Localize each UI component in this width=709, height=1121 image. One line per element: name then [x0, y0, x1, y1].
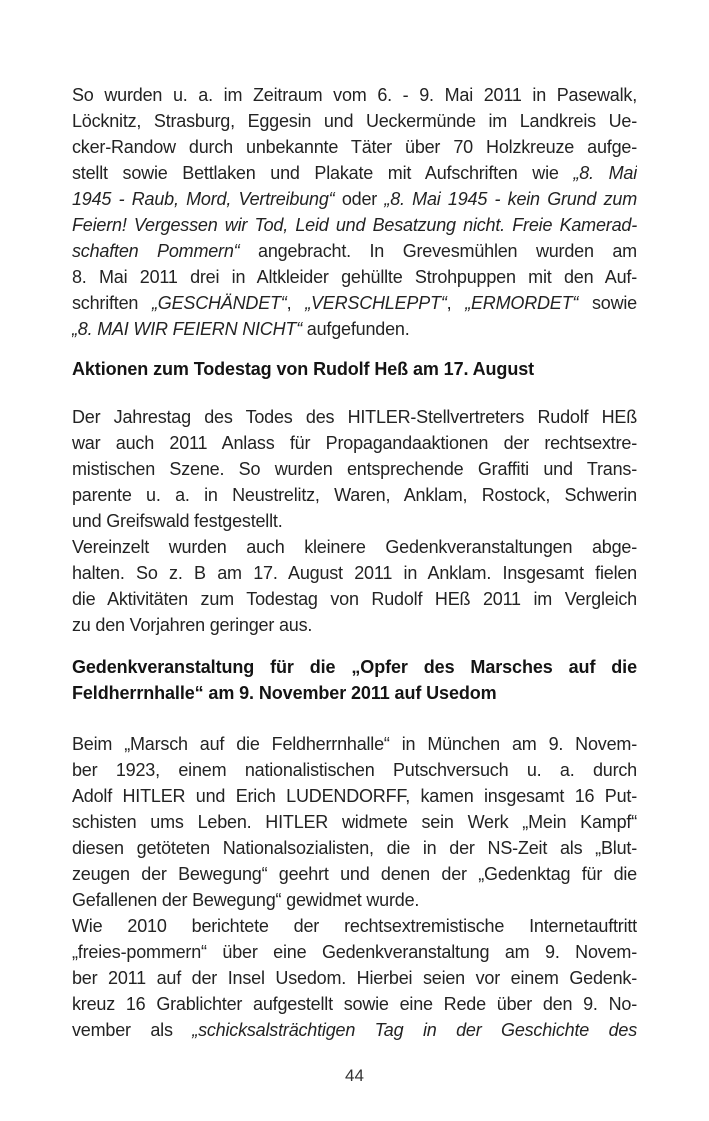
- text-line: [72, 757, 637, 783]
- text-segment: stellt sowie Bettlaken und Plakate mit Aufschriften wie: [72, 163, 574, 183]
- text-line: [72, 887, 637, 913]
- text-segment: parente u. a. in Neustrelitz, Waren, Anklam, Rostock, Schwerin: [72, 485, 637, 505]
- italic-text-segment: „8. MAI WIR FEIERN NICHT“: [72, 319, 302, 339]
- text-line: [72, 264, 637, 290]
- heading-hess-todestag: [72, 356, 637, 382]
- text-segment: Adolf HITLER und Erich LUDENDORFF, kamen insgesamt 16 Put-: [72, 786, 637, 806]
- text-segment: Vereinzelt wurden auch kleinere Gedenkveranstaltungen abge-: [72, 537, 637, 557]
- text-line: [72, 212, 637, 238]
- text-line: [72, 508, 637, 534]
- text-line: [72, 965, 637, 991]
- text-segment: und Greifswald festgestellt.: [72, 511, 283, 531]
- text-line: [72, 456, 637, 482]
- text-segment: zu den Vorjahren geringer aus.: [72, 615, 313, 635]
- italic-text-segment: „VERSCHLEPPT“: [305, 293, 447, 313]
- text-line: [72, 835, 637, 861]
- italic-text-segment: „GESCHÄNDET“: [152, 293, 287, 313]
- text-segment: war auch 2011 Anlass für Propagandaaktionen der rechtsextre-: [72, 433, 637, 453]
- text-line: [72, 356, 637, 382]
- italic-text-segment: schaften Pommern“: [72, 241, 240, 261]
- text-line: [72, 108, 637, 134]
- text-line: [72, 731, 637, 757]
- text-line: [72, 134, 637, 160]
- text-segment: diesen getöteten Nationalsozialisten, die in der NS-Zeit als „Blut-: [72, 838, 637, 858]
- text-segment: ,: [286, 293, 306, 313]
- text-segment: Gedenkveranstaltung für die „Opfer des Marsches auf die: [72, 657, 637, 677]
- italic-text-segment: „ERMORDET“: [465, 293, 579, 313]
- text-line: [72, 186, 637, 212]
- text-segment: zeugen der Bewegung“ geehrt und denen der „Gedenktag für die: [72, 864, 637, 884]
- text-segment: ,: [446, 293, 466, 313]
- text-segment: oder: [334, 189, 385, 209]
- text-line: [72, 991, 637, 1017]
- text-segment: cker-Randow durch unbekannte Täter über 70 Holzkreuze aufge-: [72, 137, 637, 157]
- text-line: [72, 861, 637, 887]
- text-segment: 8. Mai 2011 drei in Altkleider gehüllte Strohpuppen mit den Auf-: [72, 267, 637, 287]
- italic-text-segment: „schicksalsträchtigen Tag in der Geschichte des: [192, 1020, 637, 1040]
- text-segment: Gefallenen der Bewegung“ gewidmet wurde.: [72, 890, 420, 910]
- italic-text-segment: Feiern! Vergessen wir Tod, Leid und Besatzung nicht. Freie Kamerad-: [72, 215, 637, 235]
- text-segment: Der Jahrestag des Todes des HITLER-Stellvertreters Rudolf HEß: [72, 407, 637, 427]
- text-segment: schisten ums Leben. HITLER widmete sein Werk „Mein Kampf“: [72, 812, 637, 832]
- text-segment: Löcknitz, Strasburg, Eggesin und Ueckermünde im Landkreis Ue-: [72, 111, 637, 131]
- italic-text-segment: 1945 - Raub, Mord, Vertreibung“: [72, 189, 335, 209]
- text-line: [72, 586, 637, 612]
- text-segment: kreuz 16 Grablichter aufgestellt sowie eine Rede über den 9. No-: [72, 994, 637, 1014]
- text-line: [72, 913, 637, 939]
- text-segment: ber 1923, einem nationalistischen Putschversuch u. a. durch: [72, 760, 637, 780]
- text-line: [72, 290, 637, 316]
- text-line: [72, 534, 637, 560]
- text-line: [72, 939, 637, 965]
- text-segment: Feldherrnhalle“ am 9. November 2011 auf Usedom: [72, 683, 497, 703]
- text-line: [72, 482, 637, 508]
- text-segment: halten. So z. B am 17. August 2011 in Anklam. Insgesamt fielen: [72, 563, 637, 583]
- text-segment: schriften: [72, 293, 152, 313]
- text-segment: ber 2011 auf der Insel Usedom. Hierbei seien vor einem Gedenk-: [72, 968, 637, 988]
- text-line: [72, 82, 637, 108]
- text-segment: So wurden u. a. im Zeitraum vom 6. - 9. Mai 2011 in Pasewalk,: [72, 85, 637, 105]
- text-segment: Aktionen zum Todestag von Rudolf Heß am 17. August: [72, 359, 535, 379]
- text-segment: mistischen Szene. So wurden entsprechende Graffiti und Trans-: [72, 459, 637, 479]
- text-line: [72, 680, 637, 706]
- text-line: [72, 238, 637, 264]
- paragraph-may-propaganda-actions: [72, 82, 637, 342]
- text-line: [72, 809, 637, 835]
- text-line: [72, 560, 637, 586]
- text-line: [72, 654, 637, 680]
- heading-gedenkveranstaltung-usedom: [72, 654, 637, 706]
- text-segment: sowie: [578, 293, 637, 313]
- text-line: [72, 430, 637, 456]
- text-segment: angebracht. In Grevesmühlen wurden am: [239, 241, 637, 261]
- text-segment: aufgefunden.: [302, 319, 410, 339]
- paragraph-hess-anniversary: [72, 404, 637, 638]
- text-segment: die Aktivitäten zum Todestag von Rudolf HEß 2011 im Vergleich: [72, 589, 637, 609]
- text-segment: vember als: [72, 1020, 193, 1040]
- text-line: [72, 612, 637, 638]
- text-segment: Beim „Marsch auf die Feldherrnhalle“ in München am 9. Novem-: [72, 734, 637, 754]
- text-segment: „freies-pommern“ über eine Gedenkveranstaltung am 9. Novem-: [72, 942, 637, 962]
- text-line: [72, 160, 637, 186]
- paragraph-feldherrnhalle-march: [72, 731, 637, 1043]
- italic-text-segment: „8. Mai 1945 - kein Grund zum: [384, 189, 637, 209]
- text-line: [72, 316, 637, 342]
- italic-text-segment: „8. Mai: [573, 163, 637, 183]
- text-segment: Wie 2010 berichtete der rechtsextremistische Internetauftritt: [72, 916, 637, 936]
- text-line: [72, 404, 637, 430]
- text-line: [72, 1017, 637, 1043]
- page-number: 44: [345, 1066, 364, 1085]
- text-line: [72, 783, 637, 809]
